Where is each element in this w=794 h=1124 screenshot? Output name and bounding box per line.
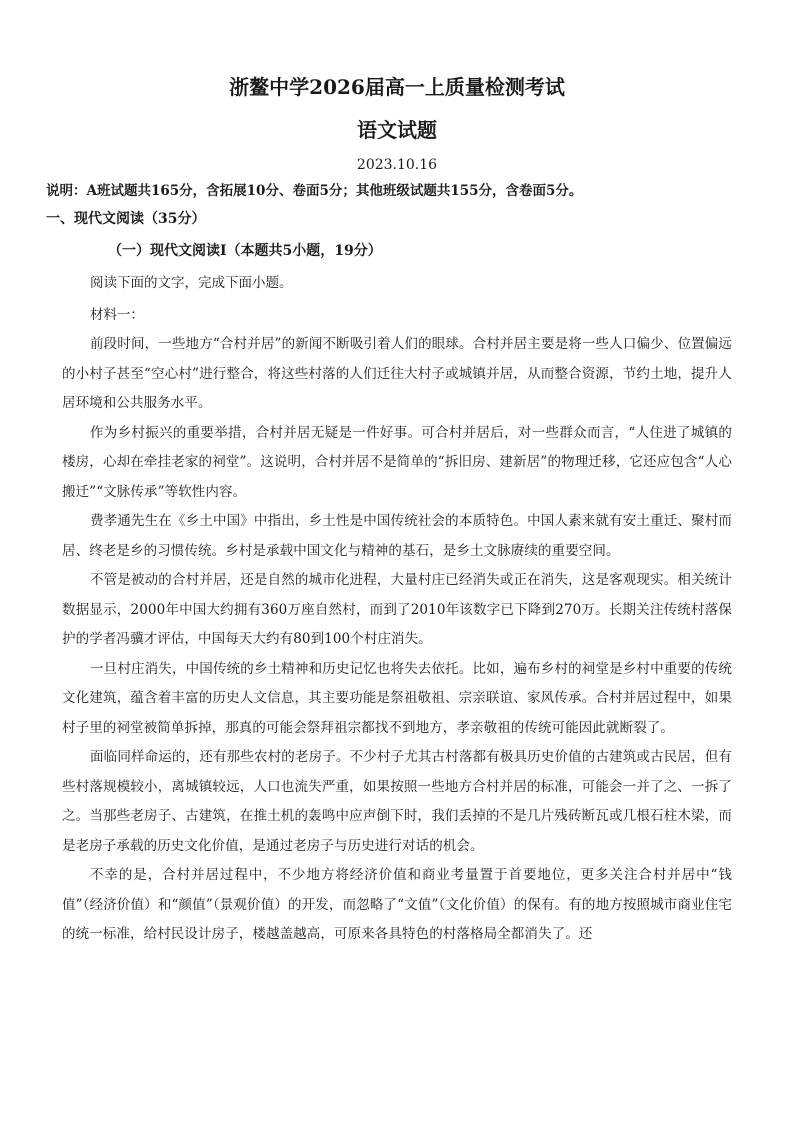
exam-subtitle: 语文试题 [357,118,437,142]
paragraph: 不管是被动的合村并居，还是自然的城市化进程，大量村庄已经消失或正在消失，这是客观现实。相关统计数据显示，2000年中国大约拥有360万座自然村，而到了2010年该数字已下降到270万。长期关注传统村落保护的学者冯骥才评估，中国每天大约有80到100个村庄消失。 [62,572,732,647]
exam-note: 说明：A班试题共165分，含拓展10分、卷面5分；其他班级试题共155分，含卷面5分。 [46,183,583,199]
subsection-heading-1: （一）现代文阅读Ⅰ（本题共5小题，19分） [108,243,382,259]
section-heading-1: 一、现代文阅读（35分） [46,211,206,227]
paragraph: 前段时间，一些地方“合村并居”的新闻不断吸引着人们的眼球。合村并居主要是将一些人口偏少、位置偏远的小村子甚至“空心村”进行整合，将这些村落的人们迁往大村子或城镇并居，从而整合资源，节约土地，提升人居环境和公共服务水平。 [62,336,732,411]
material-label: 材料一： [90,307,144,323]
paragraph: 作为乡村振兴的重要举措，合村并居无疑是一件好事。可合村并居后，对一些群众而言，“人住进了城镇的楼房，心却在牵挂老家的祠堂”。这说明，合村并居不是简单的“拆旧房、建新居”的物理迁移，它还应包含“人心搬迁”“文脉传承”等软性内容。 [62,424,732,500]
paragraph: 一旦村庄消失，中国传统的乡土精神和历史记忆也将失去依托。比如，遍布乡村的祠堂是乡村中重要的传统文化建筑，蕴含着丰富的历史人文信息，其主要功能是祭祖敬祖、宗亲联谊、家风传承。合村并居过程中，如果村子里的祠堂被简单拆掉，那真的可能会祭拜祖宗都找不到地方，孝亲敬祖的传统可能因此就断裂了。 [62,660,732,736]
paragraph: 费孝通先生在《乡土中国》中指出，乡土性是中国传统社会的本质特色。中国人素来就有安土重迁、聚村而居、终老是乡的习惯传统。乡村是承载中国文化与精神的基石，是乡土文脉赓续的重要空间。 [62,513,732,559]
reading-instruction: 阅读下面的文字，完成下面小题。 [90,275,293,291]
material-body [62,330,732,950]
exam-date: 2023.10.16 [356,157,438,173]
exam-title: 浙鳌中学2026届高一上质量检测考试 [229,75,565,99]
paragraph: 不幸的是，合村并居过程中，不少地方将经济价值和商业考量置于首要地位，更多关注合村并居中“钱值”（经济价值）和“颜值”（景观价值）的开发，而忽略了“文值”（文化价值）的保有。有的地方按照城市商业住宅的统一标准，给村民设计房子，楼越盖越高，可原来各具特色的村落格局全都消失了。还 [62,867,732,942]
paragraph: 面临同样命运的，还有那些农村的老房子。不少村子尤其古村落都有极具历史价值的古建筑或古民居，但有些村落规模较小，离城镇较远，人口也流失严重，如果按照一些地方合村并居的标准，可能会一并了之、一拆了之。当那些老房子、古建筑，在推土机的轰鸣中应声倒下时，我们丢掉的不是几片残砖断瓦或几根石柱木梁，而是老房子承载的历史文化价值，是通过老房子与历史进行对话的机会。 [62,749,732,854]
